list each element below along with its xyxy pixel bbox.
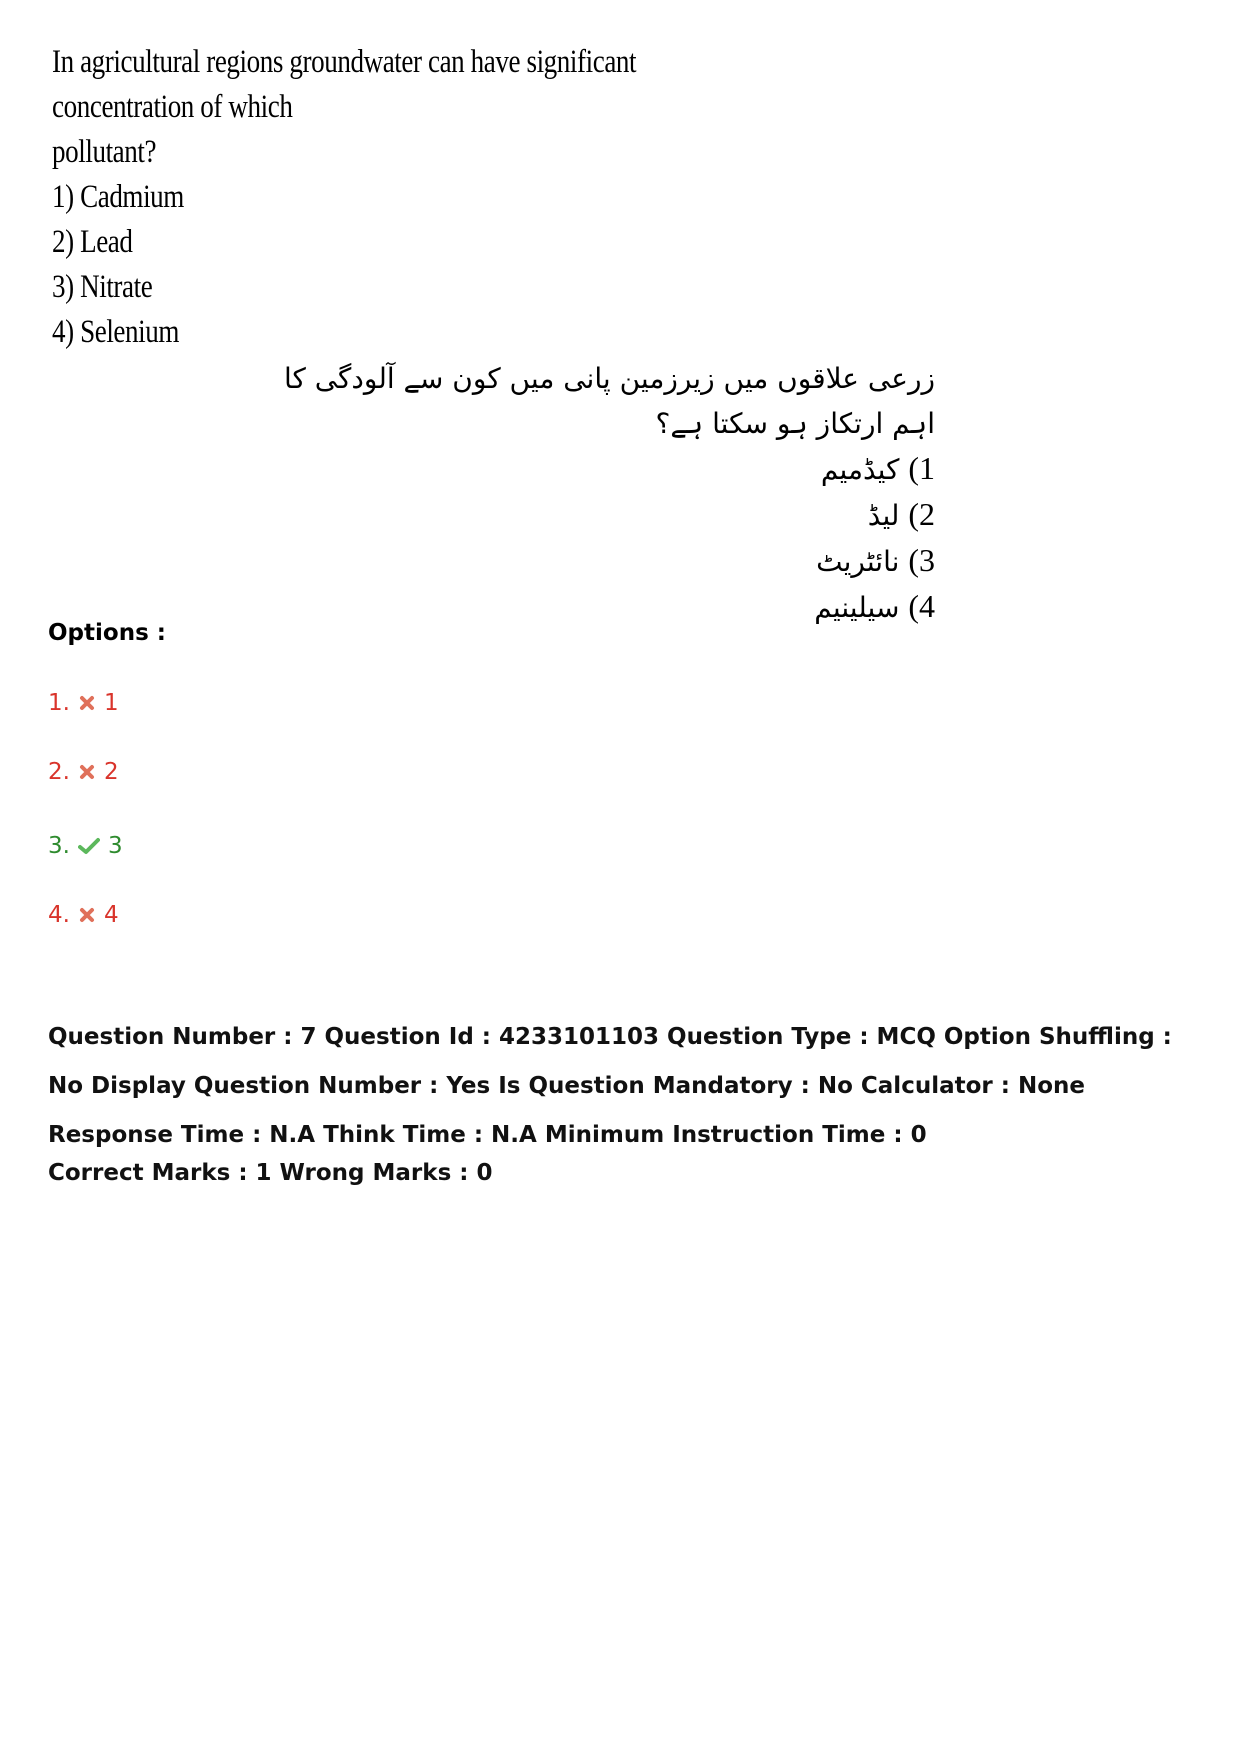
- option-index: 2.: [48, 759, 70, 785]
- option-text-urdu: کیڈمیم: [820, 453, 900, 486]
- question-option-urdu: [235, 492, 935, 538]
- option-index: 3.: [48, 833, 70, 859]
- question-option-nitrate: 3) Nitrate: [52, 269, 153, 305]
- question-option-selenium: 4) Selenium: [52, 314, 180, 350]
- question-urdu: [235, 356, 935, 630]
- question-option-cadmium: 1) Cadmium: [52, 179, 184, 215]
- question-option-urdu: [235, 538, 935, 584]
- question-stem-line: pollutant?: [52, 134, 157, 170]
- question-stem-urdu: زرعی علاقوں میں زیرزمین پانی میں کون سے آلودگی کا اہم ارتکاز ہو سکتا ہے؟: [283, 362, 935, 440]
- options-heading: Options :: [48, 620, 166, 646]
- question-metadata: Question Number : 7 Question Id : 4233101103 Question Type : MCQ Option Shuffling : No Display Question Number : Yes Is Question Mandatory : No Calculator : None Response Time : N.A Think Time : N.A Minimum Instruction Time : 0: [48, 1024, 1172, 1148]
- option-value: 2: [103, 759, 119, 785]
- check-icon: [78, 837, 100, 855]
- option-number: 1): [908, 450, 935, 486]
- question-option-urdu: [235, 584, 935, 630]
- answer-option-3: [48, 833, 123, 859]
- cross-icon: [78, 694, 96, 712]
- question-option-lead: 2) Lead: [52, 224, 133, 260]
- option-number: 4): [908, 588, 935, 624]
- option-index: 4.: [48, 902, 70, 928]
- question-stem-line: In agricultural regions groundwater can have significant concentration of which: [52, 44, 637, 125]
- cross-icon: [78, 763, 96, 781]
- option-number: 2): [908, 496, 935, 532]
- option-number: 3): [908, 542, 935, 578]
- question-option-urdu: [235, 446, 935, 492]
- option-value: 3: [107, 833, 123, 859]
- option-value: 4: [103, 902, 119, 928]
- answer-option-1: [48, 690, 119, 716]
- option-value: 1: [103, 690, 119, 716]
- option-text-urdu: لیڈ: [867, 499, 900, 532]
- answer-option-2: [48, 759, 119, 785]
- option-text-urdu: نائٹریٹ: [816, 545, 900, 578]
- answer-option-4: [48, 902, 119, 928]
- question-english: [52, 40, 675, 355]
- marks-info: Correct Marks : 1 Wrong Marks : 0: [48, 1160, 493, 1186]
- option-text-urdu: سیلینیم: [814, 591, 900, 624]
- cross-icon: [78, 906, 96, 924]
- option-index: 1.: [48, 690, 70, 716]
